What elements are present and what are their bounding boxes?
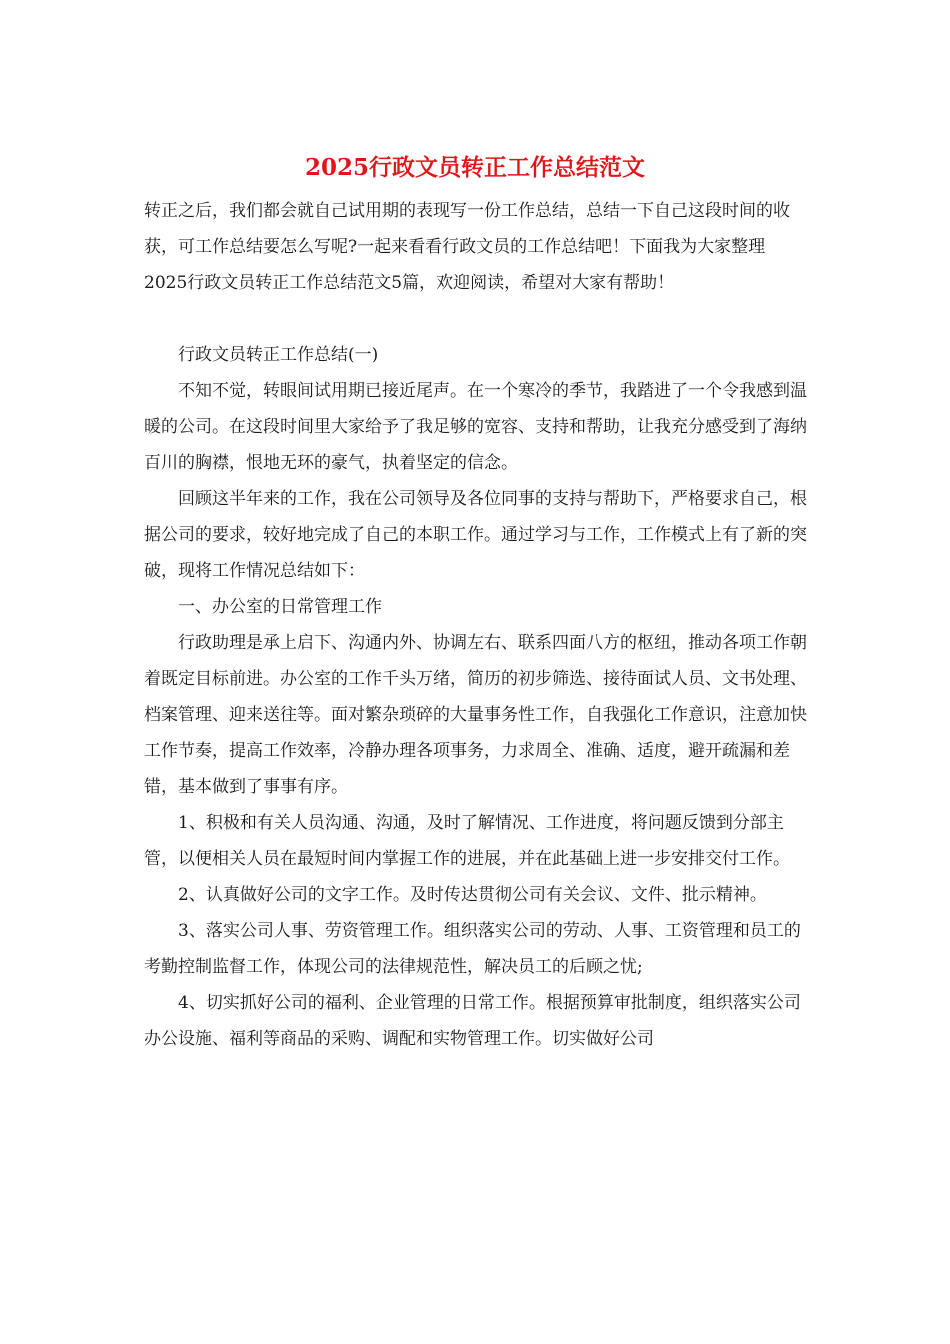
section-heading: 行政文员转正工作总结(一) [178,345,379,365]
document-title: 2025行政文员转正工作总结范文 [304,154,645,181]
document-body [144,193,808,1057]
list-item: 2、认真做好公司的文字工作。及时传达贯彻公司有关会议、文件、批示精神。 [178,885,767,905]
body-paragraph: 回顾这半年来的工作，我在公司领导及各位同事的支持与帮助下，严格要求自己，根据公司的要求，较好地完成了自己的本职工作。通过学习与工作，工作模式上有了新的突破，现将工作情况总结如下： [144,489,807,581]
body-paragraph: 行政助理是承上启下、沟通内外、协调左右、联系四面八方的枢纽，推动各项工作朝着既定目标前进。办公室的工作千头万绪，简历的初步筛选、接待面试人员、文书处理、档案管理、迎来送往等。面对繁杂琐碎的大量事务性工作，自我强化工作意识，注意加快工作节奏，提高工作效率，冷静办理各项事务，力求周全、准确、适度，避开疏漏和差错，基本做到了事事有序。 [144,633,807,797]
intro-paragraph: 转正之后，我们都会就自己试用期的表现写一份工作总结，总结一下自己这段时间的收获，可工作总结要怎么写呢?一起来看看行政文员的工作总结吧！下面我为大家整理2025行政文员转正工作总结范文5篇，欢迎阅读，希望对大家有帮助！ [144,201,790,293]
list-item: 3、落实公司人事、劳资管理工作。组织落实公司的劳动、人事、工资管理和员工的考勤控制监督工作，体现公司的法律规范性，解决员工的后顾之忧; [144,921,801,977]
body-paragraph: 不知不觉，转眼间试用期已接近尾声。在一个寒冷的季节，我踏进了一个令我感到温暖的公司。在这段时间里大家给予了我足够的宽容、支持和帮助，让我充分感受到了海纳百川的胸襟，恨地无环的豪气，执着坚定的信念。 [144,381,807,473]
subsection-heading: 一、办公室的日常管理工作 [178,597,382,617]
list-item: 4、切实抓好公司的福利、企业管理的日常工作。根据预算审批制度，组织落实公司办公设施、福利等商品的采购、调配和实物管理工作。切实做好公司 [144,993,801,1049]
paragraph-gap [144,301,808,337]
list-item: 1、积极和有关人员沟通、沟通，及时了解情况、工作进度，将问题反馈到分部主管，以便相关人员在最短时间内掌握工作的进展，并在此基础上进一步安排交付工作。 [144,813,790,869]
